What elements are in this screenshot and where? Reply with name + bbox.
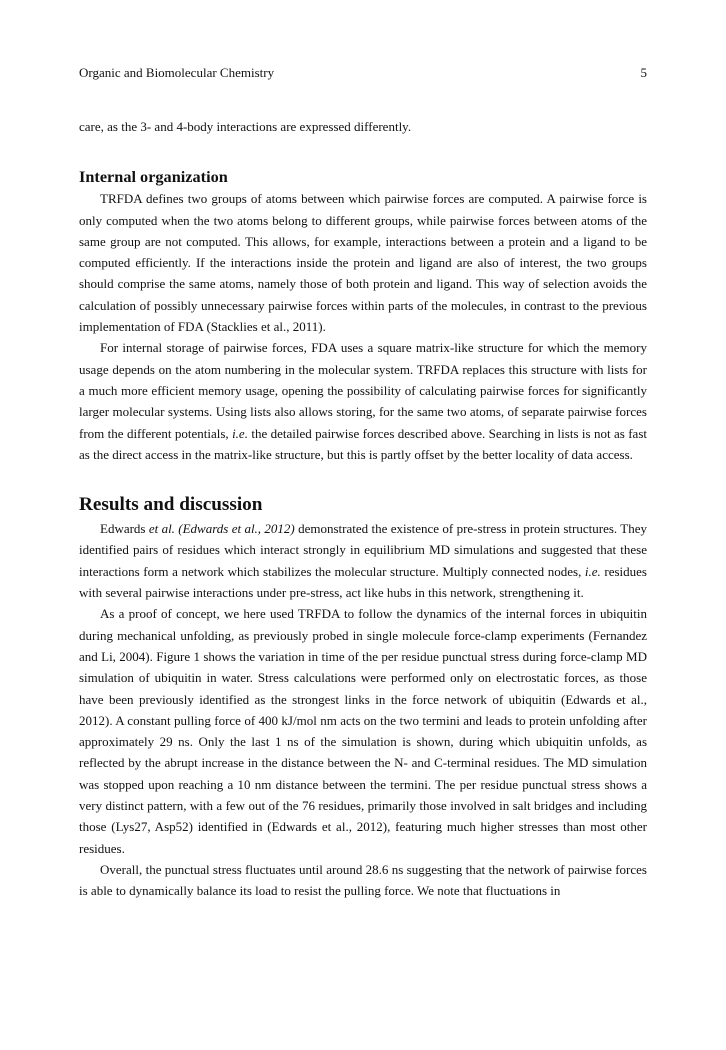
italic-et-al: et al. xyxy=(148,521,175,537)
paragraph-results-1 xyxy=(79,518,647,603)
text-run: For internal storage of pairwise forces, FDA uses a square matrix-like structure for which the memory usage depends on the atom numbering in the molecular system. TRFDA replaces this structure with lists for a much more efficient memory usage, opening the possibility of calculating pairwise forces for significantly larger molecular systems. Using lists also allows storing, for the same two atoms, of separate pairwise forces from the different potentials, xyxy=(79,340,647,441)
paragraph-internal-org-1: TRFDA defines two groups of atoms between which pairwise forces are computed. A pairwise force is only computed when the two atoms belong to different groups, while pairwise forces between atoms of the same group are not computed. This allows, for example, interactions between a protein and a ligand to be computed efficiently. If the interactions inside the protein and ligand are also of interest, the two groups should comprise the same atoms, namely those of both protein and ligand. This way of selection avoids the calculation of possibly unnecessary pairwise forces within parts of the molecules, in contrast to the previous implementation of FDA (Stacklies et al., 2011). xyxy=(79,191,647,335)
paragraph-results-3: Overall, the punctual stress fluctuates until around 28.6 ns suggesting that the network of pairwise forces is able to dynamically balance its load to resist the pulling force. We note that fluctuations in xyxy=(79,861,647,899)
italic-citation: (Edwards et al., 2012) xyxy=(174,521,295,537)
section-heading-results: Results and discussion xyxy=(79,494,263,516)
text-run: the detailed pairwise forces described above. Searching in lists is not as fast as the direct access in the matrix-like structure, but this is partly offset by the better locality of data access. xyxy=(79,425,647,462)
text-run: Edwards xyxy=(100,521,149,537)
journal-name: Organic and Biomolecular Chemistry xyxy=(79,65,275,80)
text-run: residues with several pairwise interactions under pre-stress, act like hubs in this network, strengthening it. xyxy=(79,563,647,601)
paragraph-internal-org-2 xyxy=(79,337,647,465)
body-text xyxy=(79,116,647,902)
paragraph-results-2: As a proof of concept, we here used TRFDA to follow the dynamics of the internal forces in ubiquitin during mechanical unfolding, as previously probed in single molecule force-clamp experiments (Fernandez and Li, 2004). Figure 1 shows the variation in time of the per residue punctual stress during force-clamp MD simulation of ubiquitin in water. Stress calculations were performed only on electrostatic forces, as those have been previously identified as the strongest links in the force network of ubiquitin (Edwards et al., 2012). A constant pulling force of 400 kJ/mol nm acts on the two termini and leads to protein unfolding after approximately 29 ns. Only the last 1 ns of the simulation is shown, during which ubiquitin unfolds, as reflected by the abrupt increase in the distance between the N- and C-terminal residues. The MD simulation was stopped upon reaching a 10 nm distance between the termini. The per residue punctual stress shows a very distinct pattern, with a few out of the 76 residues, primarily those involved in salt bridges and including those (Lys27, Asp52) identified in (Edwards et al., 2012), featuring much higher stresses than most other residues. xyxy=(79,606,647,856)
section-heading-internal-organization: Internal organization xyxy=(79,167,228,187)
italic-ie: i.e. xyxy=(232,425,248,441)
text-run: demonstrated the existence of pre-stress in protein structures. They identified pairs of residues which interact strongly in equilibrium MD simulations and suggested that these interactions form a network which stabilizes the molecular structure. Multiply connected nodes, xyxy=(79,521,647,579)
italic-ie: i.e. xyxy=(584,563,601,579)
page-number: 5 xyxy=(640,65,647,80)
continuation-paragraph: care, as the 3- and 4-body interactions are expressed differently. xyxy=(79,119,412,134)
